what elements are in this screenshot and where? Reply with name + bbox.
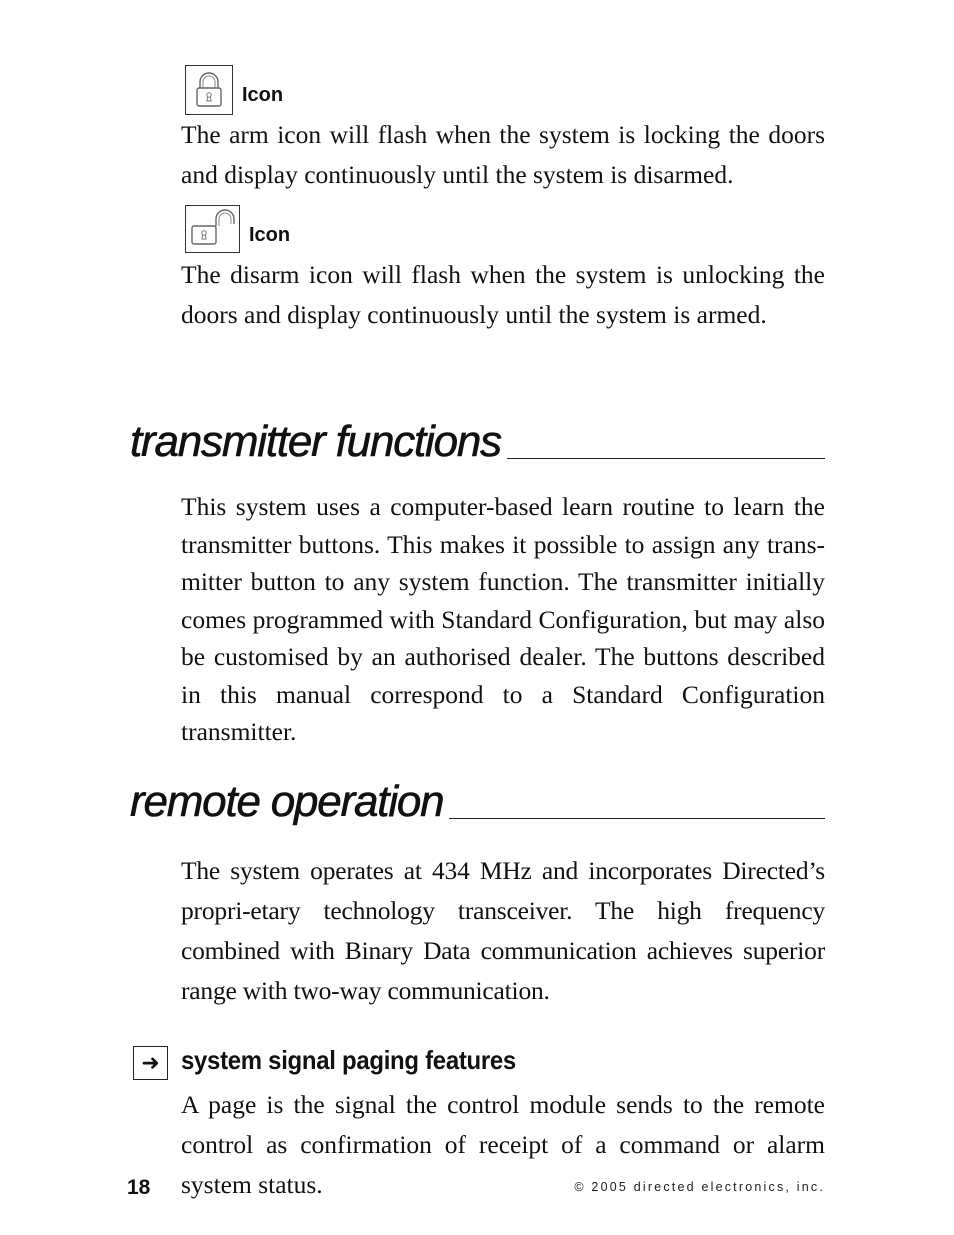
remote-operation-heading	[130, 776, 825, 826]
arrow-right-icon: ➜	[133, 1046, 168, 1080]
disarm-icon-description: The disarm icon will flash when the system is unlocking the doors and display continuously until the system is armed.	[181, 260, 825, 329]
section-title: transmitter functions	[130, 420, 507, 464]
transmitter-functions-heading	[130, 416, 825, 466]
remote-operation-text: The system operates at 434 MHz and incorporates Directed’s propri-etary technology transceiver. The high frequency combined with Binary Data communication achieves superior range with two-way communication.	[181, 856, 825, 1005]
arm-icon-description: The arm icon will flash when the system is locking the doors and display continuously until the system is disarmed.	[181, 120, 825, 189]
disarm-icon-box	[185, 205, 240, 253]
arm-icon-box	[185, 65, 233, 115]
copyright: © 2005 directed electronics, inc.	[574, 1180, 825, 1194]
transmitter-functions-text: This system uses a computer-based learn routine to learn the transmitter buttons. This makes it possible to assign any trans-mitter button to any system function. The transmitter initially comes programmed with Standard Configuration, but may also be customised by an authorised dealer. The buttons described in this manual correspond to a Standard Configuration transmitter.	[181, 492, 825, 746]
paging-subheading: system signal paging features	[181, 1045, 516, 1075]
arm-lock-icon	[186, 66, 232, 114]
page-number: 18	[127, 1176, 151, 1199]
paging-text: A page is the signal the control module sends to the remote control as confirmation of receipt of a command or alarm system status.	[181, 1090, 825, 1199]
arm-icon-label: Icon	[242, 84, 284, 106]
disarm-icon-label: Icon	[249, 224, 291, 246]
disarm-unlock-icon	[186, 206, 239, 252]
section-title: remote operation	[130, 780, 449, 824]
